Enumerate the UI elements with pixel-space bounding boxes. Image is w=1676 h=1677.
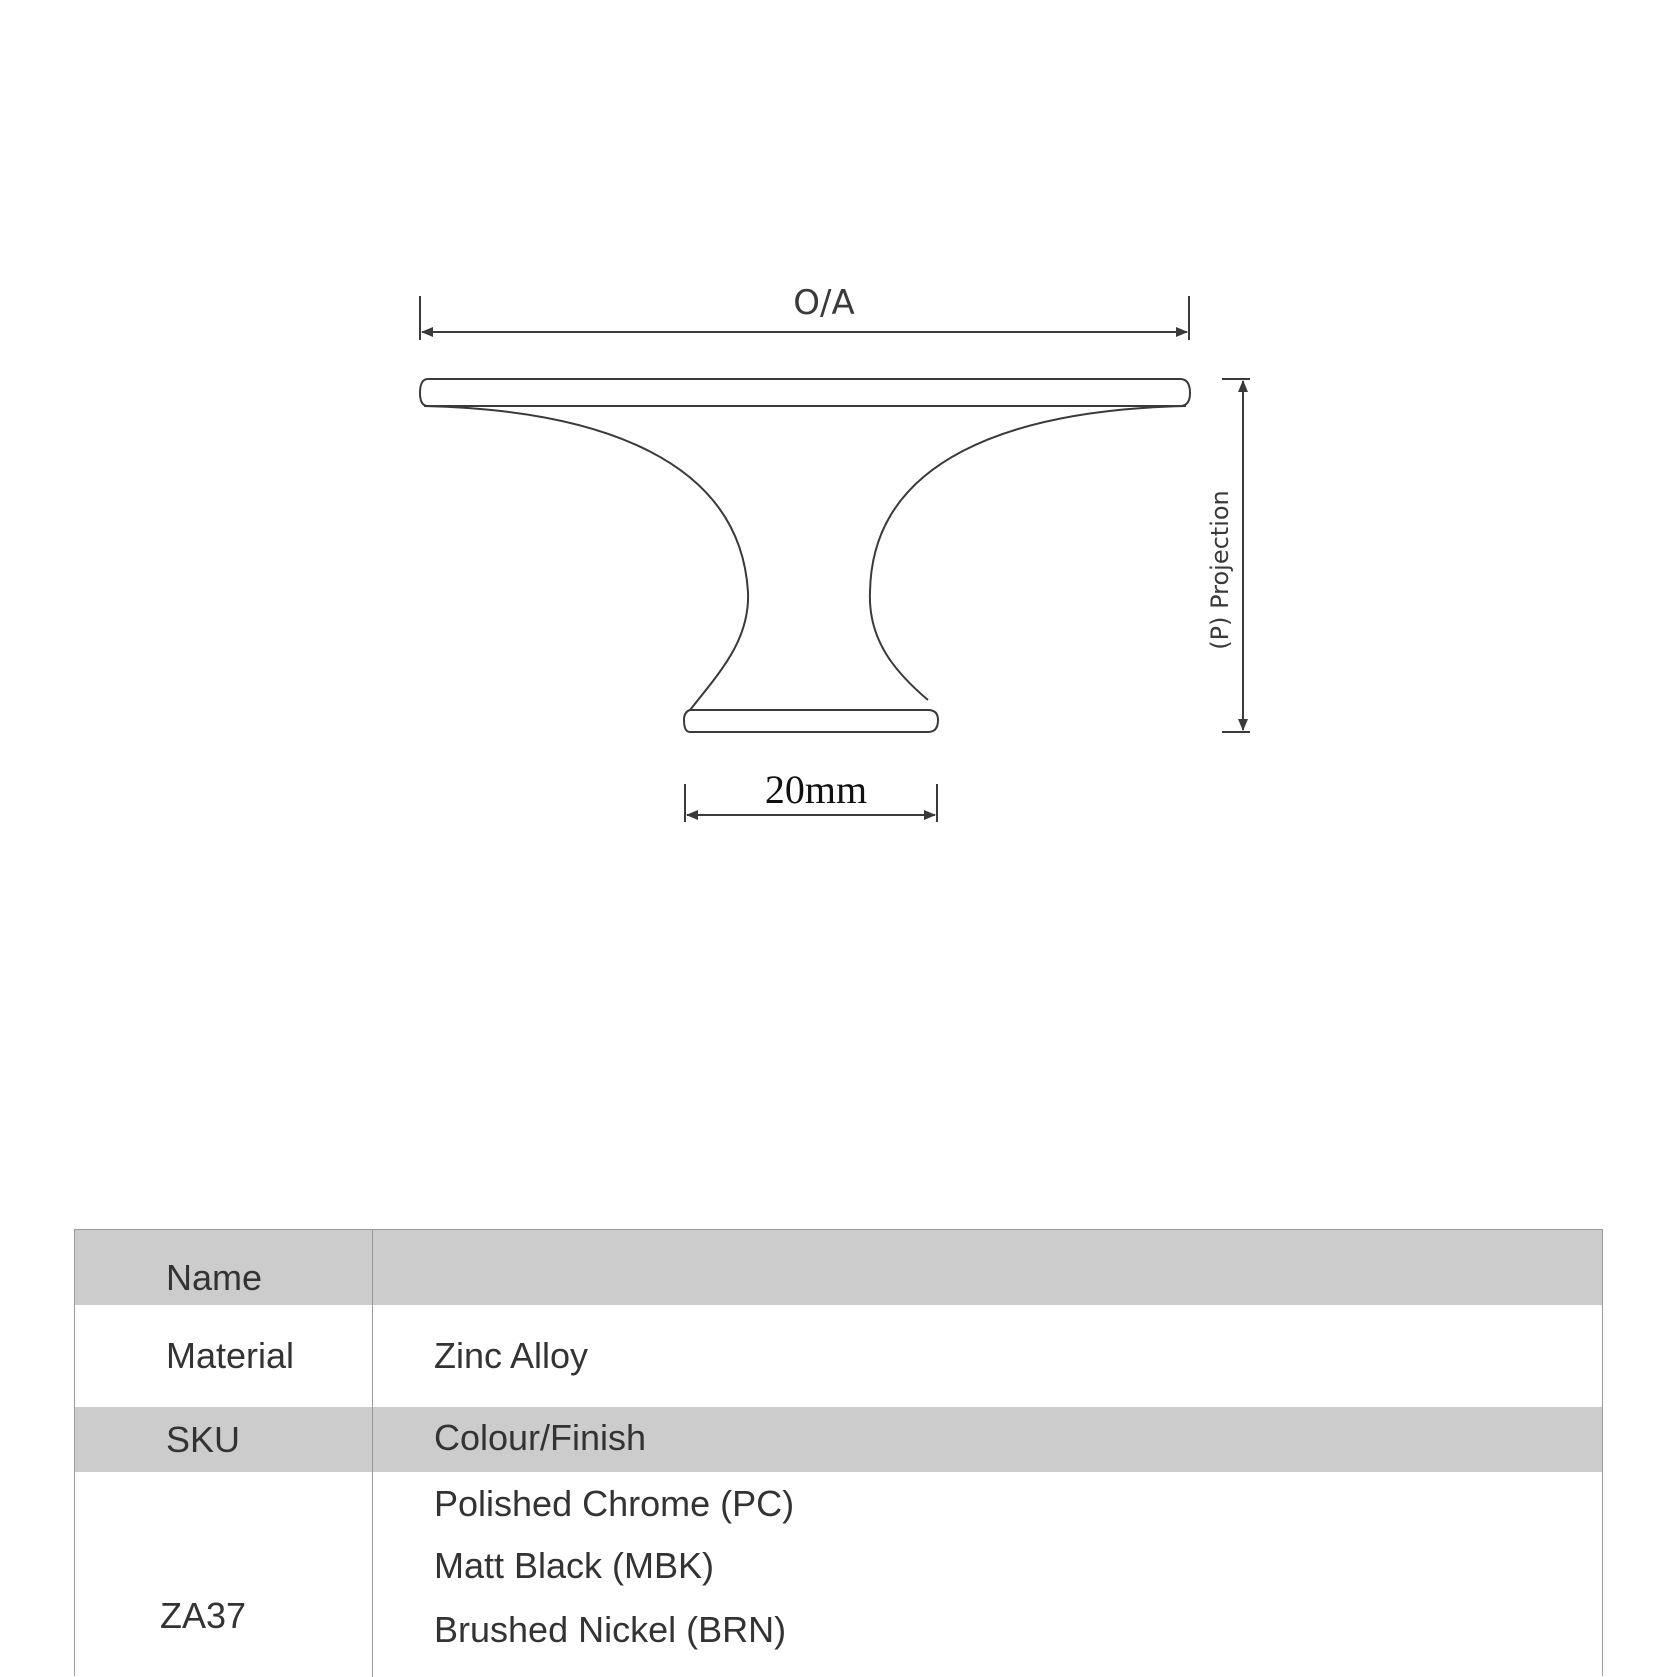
knob-top-plate <box>420 379 1190 406</box>
finish-item: Polished Chrome (PC) <box>434 1483 795 1524</box>
sku-value: ZA37 <box>160 1595 247 1636</box>
material-value: Zinc Alloy <box>434 1335 589 1376</box>
table-row-material <box>75 1305 1602 1407</box>
overall-width-label: O/A <box>793 283 855 323</box>
finish-item: Matt Black (MBK) <box>434 1545 715 1586</box>
material-label: Material <box>166 1335 295 1376</box>
table-cell-value <box>373 1472 1602 1677</box>
sku-header-label: SKU <box>166 1419 241 1460</box>
table-cell-label <box>75 1407 373 1472</box>
table-cell-label <box>75 1305 373 1407</box>
finish-item: Brushed Nickel (BRN) <box>434 1609 787 1650</box>
projection-label: (P) Projection <box>1206 490 1234 650</box>
table-row-sku-header <box>75 1407 1602 1472</box>
table-cell-value <box>373 1305 1602 1407</box>
base-width-label: 20mm <box>764 767 868 812</box>
spec-table <box>74 1229 1603 1676</box>
table-cell-label <box>75 1230 373 1305</box>
finish-header-label: Colour/Finish <box>434 1417 647 1458</box>
table-cell-value <box>373 1230 1602 1305</box>
name-label: Name <box>166 1257 263 1298</box>
knob-base-plate <box>684 710 938 732</box>
knob-stem-right <box>870 406 1186 700</box>
table-row-sku <box>75 1472 1602 1677</box>
table-cell-value <box>373 1407 1602 1472</box>
table-cell-label <box>75 1472 373 1677</box>
knob-outline <box>420 379 1190 732</box>
table-row-name <box>75 1230 1602 1305</box>
knob-stem-left <box>424 406 748 710</box>
